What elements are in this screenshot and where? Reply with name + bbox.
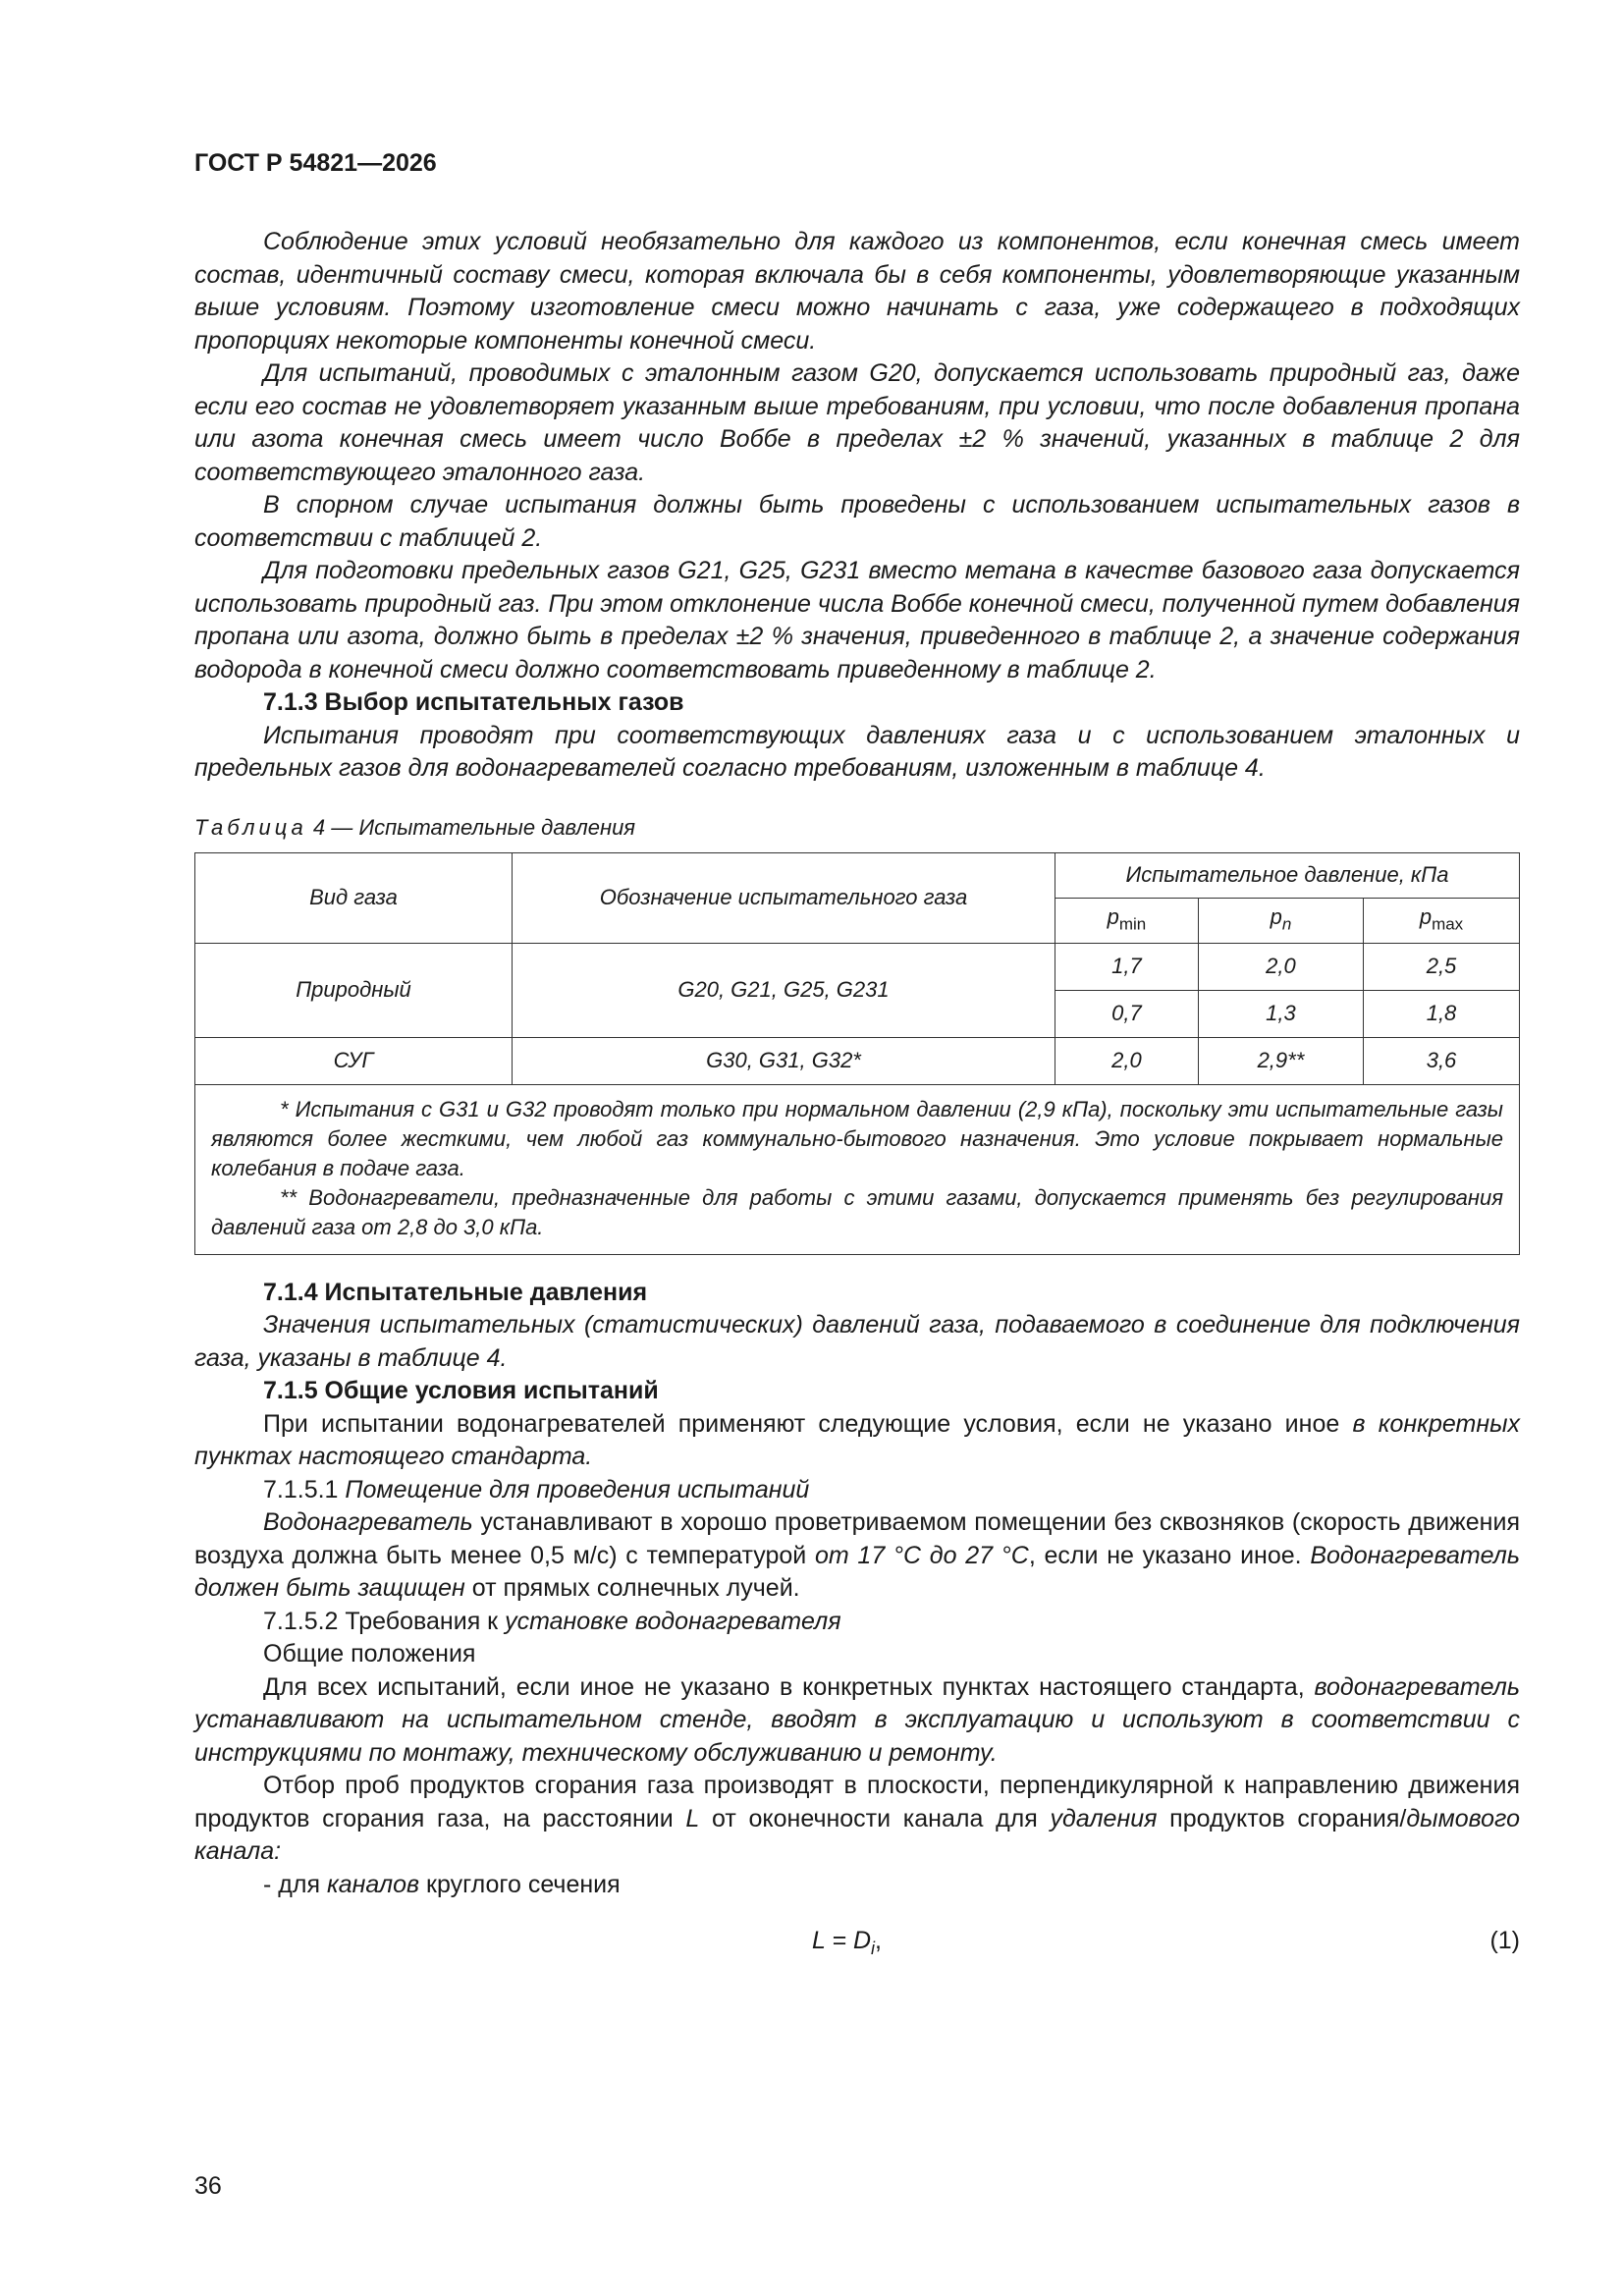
paragraph: В спорном случае испытания должны быть проведены с использованием испытательных газов в соответствии с таблицей 2. bbox=[194, 491, 1520, 552]
cell-gas-type: Природный bbox=[195, 943, 513, 1037]
document-header: ГОСТ Р 54821—2026 bbox=[194, 149, 437, 177]
subsection-7-1-5-2: 7.1.5.2 Требования к установке водонагревателя bbox=[263, 1607, 841, 1635]
header-p-n: $p_n$ bbox=[1198, 898, 1363, 943]
cell-gases: G20, G21, G25, G231 bbox=[513, 943, 1055, 1037]
paragraph: Общие положения bbox=[263, 1640, 476, 1667]
cell-pmin: 2,0 bbox=[1055, 1037, 1199, 1084]
table-row bbox=[195, 943, 1520, 990]
cell-pn: 2,9** bbox=[1198, 1037, 1363, 1084]
table-note-2: ** Водонагреватели, предназначенные для работы с этими газами, допускается применять без регулирования давлений газа от 2,8 до 3,0 кПа. bbox=[211, 1184, 1503, 1239]
table-caption-title: 4 — Испытательные давления bbox=[306, 814, 636, 840]
table-caption bbox=[194, 813, 1520, 843]
cell-pmax: 2,5 bbox=[1364, 943, 1520, 990]
cell-pn: 1,3 bbox=[1198, 990, 1363, 1037]
list-item: - для каналов круглого сечения bbox=[263, 1870, 621, 1898]
header-p-max: $p_{max}$ bbox=[1364, 898, 1520, 943]
paragraph: Отбор проб продуктов сгорания газа производят в плоскости, перпендикулярной к направлению движения продуктов сгорания газа, на расстоянии L от оконечности канала для удаления продуктов сгорания/дымового канала: bbox=[194, 1772, 1520, 1865]
table-caption-word: Таблица bbox=[194, 814, 307, 840]
cell-pmin: 1,7 bbox=[1055, 943, 1199, 990]
paragraph: Значения испытательных (статистических) давлений газа, подаваемого в соединение для подключения газа, указаны в таблице 4. bbox=[194, 1311, 1520, 1372]
subsection-7-1-5-1: 7.1.5.1 Помещение для проведения испытаний bbox=[263, 1475, 810, 1503]
header-designation: Обозначение испытательного газа bbox=[513, 852, 1055, 943]
cell-pmin: 0,7 bbox=[1055, 990, 1199, 1037]
cell-pmax: 3,6 bbox=[1364, 1037, 1520, 1084]
table-note-1: * Испытания с G31 и G32 проводят только при нормальном давлении (2,9 кПа), поскольку эти испытательные газы являются более жесткими, чем любой газ коммунально-бытового назначения. Это условие покрывает нормальные колебания в подаче газа. bbox=[211, 1096, 1503, 1180]
formula-1 bbox=[194, 1915, 1520, 1972]
table-row bbox=[195, 1037, 1520, 1084]
table-header-row bbox=[195, 852, 1520, 898]
paragraph: При испытании водонагревателей применяют следующие условия, если не указано иное в конкретных пунктах настоящего стандарта. bbox=[194, 1409, 1520, 1470]
page-number: 36 bbox=[194, 2172, 222, 2200]
paragraph: Испытания проводят при соответствующих давлениях газа и с использованием эталонных и предельных газов для водонагревателей согласно требованиям, изложенным в таблице 4. bbox=[194, 721, 1520, 782]
paragraph: Соблюдение этих условий необязательно для каждого из компонентов, если конечная смесь имеет состав, идентичный составу смеси, которая включала бы в себя компоненты, удовлетворяющие указанным выше условиям. Поэтому изготовление смеси можно начинать с газа, уже содержащего в подходящих пропорциях некоторые компоненты конечной смеси. bbox=[194, 228, 1520, 355]
formula-number: (1) bbox=[1489, 1927, 1520, 1954]
test-pressures-table bbox=[194, 852, 1520, 1255]
main-content bbox=[194, 226, 1520, 1972]
paragraph: Водонагреватель устанавливают в хорошо проветриваемом помещении без сквозняков (скорость движения воздуха должна быть менее 0,5 м/с) с температурой от 17 °С до 27 °С, если не указано иное. Водонагреватель должен быть защищен от прямых солнечных лучей. bbox=[194, 1508, 1520, 1602]
header-gas-type: Вид газа bbox=[195, 852, 513, 943]
section-heading-7-1-3: 7.1.3 Выбор испытательных газов bbox=[263, 688, 684, 716]
section-heading-7-1-5: 7.1.5 Общие условия испытаний bbox=[263, 1377, 659, 1404]
cell-pn: 2,0 bbox=[1198, 943, 1363, 990]
cell-gases: G30, G31, G32* bbox=[513, 1037, 1055, 1084]
cell-gas-type: СУГ bbox=[195, 1037, 513, 1084]
table-notes bbox=[195, 1084, 1520, 1254]
table-notes-row bbox=[195, 1084, 1520, 1254]
header-p-min: $p_{min}$ bbox=[1055, 898, 1199, 943]
header-test-pressure: Испытательное давление, кПа bbox=[1055, 852, 1520, 898]
paragraph: Для подготовки предельных газов G21, G25, G231 вместо метана в качестве базового газа допускается использовать природный газ. При этом отклонение числа Воббе конечной смеси, полученной путем добавления пропана или азота, должно быть в пределах ±2 % значения, приведенного в таблице 2, а значение содержания водорода в конечной смеси должно соответствовать приведенному в таблице 2. bbox=[194, 557, 1520, 683]
section-heading-7-1-4: 7.1.4 Испытательные давления bbox=[263, 1278, 648, 1306]
formula-expression: $L = D_i$, bbox=[812, 1927, 882, 1958]
paragraph: Для всех испытаний, если иное не указано в конкретных пунктах настоящего стандарта, водонагреватель устанавливают на испытательном стенде, вводят в эксплуатацию и используют в соответствии с инструкциями по монтажу, техническому обслуживанию и ремонту. bbox=[194, 1672, 1520, 1767]
paragraph: Для испытаний, проводимых с эталонным газом G20, допускается использовать природный газ, даже если его состав не удовлетворяет указанным выше требованиям, при условии, что после добавления пропана или азота конечная смесь имеет число Воббе в пределах ±2 % значений, указанных в таблице 2 для соответствующего эталонного газа. bbox=[194, 359, 1520, 486]
cell-pmax: 1,8 bbox=[1364, 990, 1520, 1037]
